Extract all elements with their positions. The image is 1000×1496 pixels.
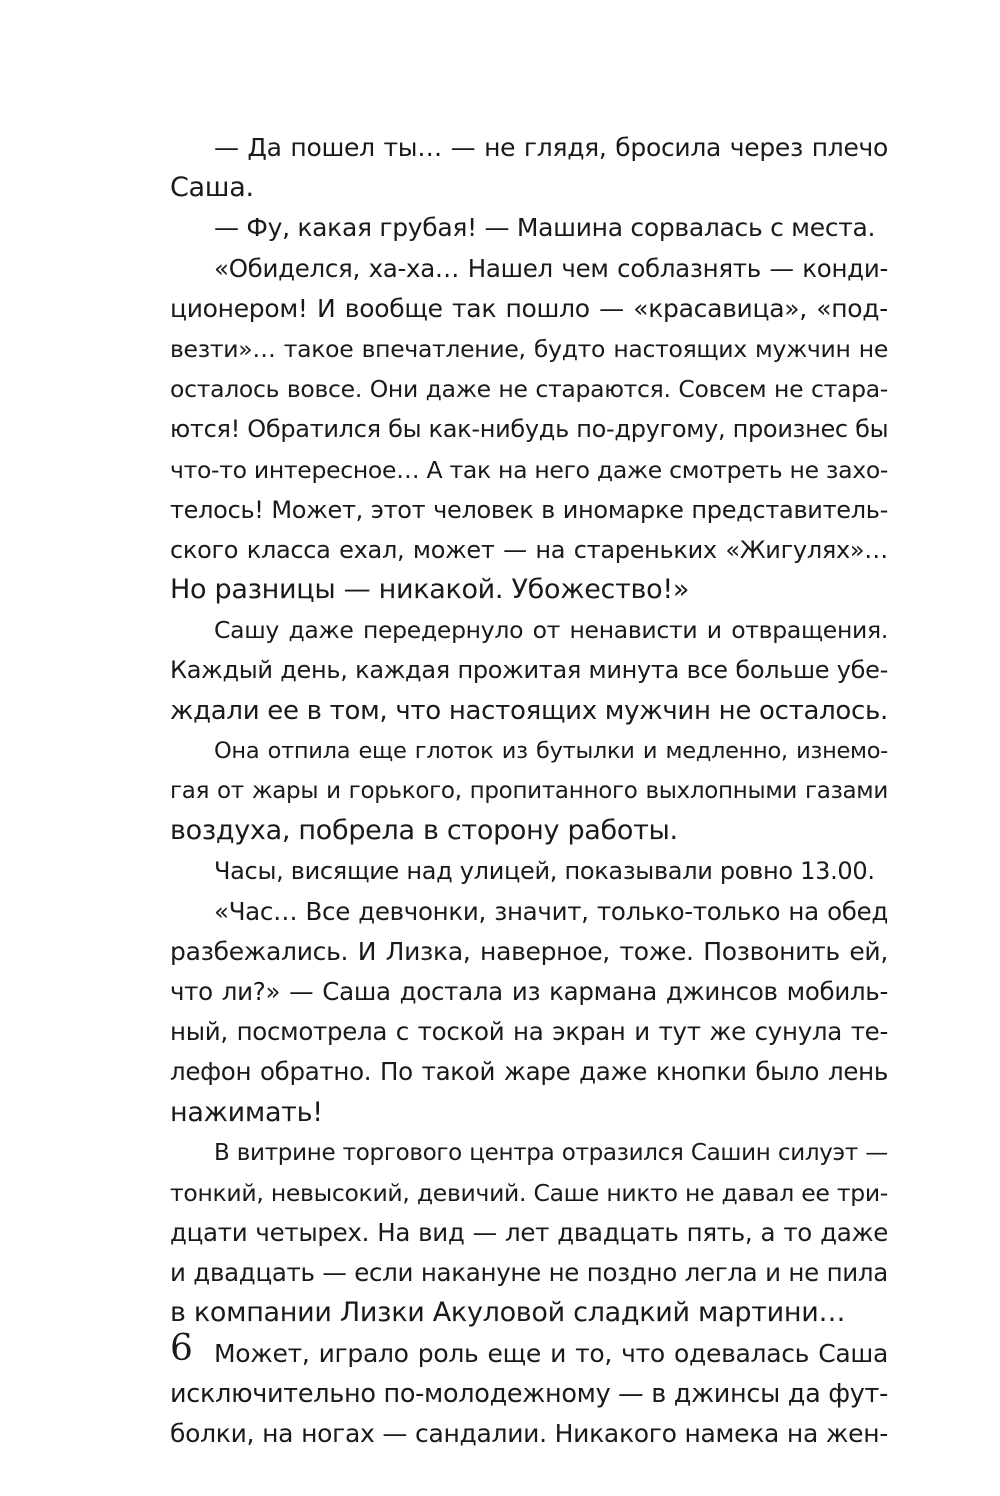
text-line: телось! Может, этот человек в иномарке представитель- [170, 495, 888, 524]
text-line: осталось вовсе. Они даже не стараются. Совсем не стара- [170, 375, 888, 404]
text-line: В витрине торгового центра отразился Сашин силуэт — [214, 1139, 888, 1166]
text-line: разбежались. И Лизка, наверное, тоже. Позвонить ей, [170, 936, 888, 966]
text-line: в компании Лизки Акуловой сладкий мартини… [170, 1297, 846, 1329]
text-line: лефон обратно. По такой жаре даже кнопки было лень [170, 1057, 888, 1087]
text-line: Каждый день, каждая прожитая минута все больше убе- [170, 656, 888, 685]
text-line: ционером! И вообще так пошло — «красавица», «под- [170, 293, 888, 323]
text-line: Может, играло роль еще и то, что одевалась Саша [214, 1338, 888, 1368]
text-line: Часы, висящие над улицей, показывали ровно 13.00. [214, 857, 875, 886]
text-line: «Час… Все девчонки, значит, только-только на обед [214, 896, 888, 926]
text-line: что ли?» — Саша достала из кармана джинсов мобиль- [170, 976, 888, 1006]
text-line: везти»… такое впечатление, будто настоящих мужчин не [170, 334, 888, 363]
text-line: болки, на ногах — сандалии. Никакого намека на жен- [170, 1419, 888, 1448]
text-line: тонкий, невысокий, девичий. Саше никто не давал ее три- [170, 1178, 888, 1207]
text-line: Саша. [170, 172, 254, 204]
text-line: воздуха, побрела в сторону работы. [170, 815, 678, 847]
text-line: что-то интересное… А так на него даже смотреть не захо- [170, 455, 889, 484]
text-line: ются! Обратился бы как-нибудь по-другому, произнес бы [170, 415, 889, 444]
text-line: ный, посмотрела с тоской на экран и тут же сунула те- [170, 1017, 888, 1047]
text-line: «Обиделся, ха-ха… Нашел чем соблазнять — конди- [214, 253, 888, 283]
page-number: 6 [170, 1328, 193, 1369]
text-line: ждали ее в том, что настоящих мужчин не осталось. [170, 695, 888, 726]
text-line: гая от жары и горького, пропитанного выхлопными газами [170, 778, 888, 804]
body-text [170, 128, 888, 1454]
text-line: исключительно по-молодежному — в джинсы да фут- [170, 1378, 888, 1409]
text-line: — Фу, какая грубая! — Машина сорвалась с места. [214, 213, 876, 243]
text-line: и двадцать — если накануне не поздно легла и не пила [170, 1258, 888, 1288]
text-line: — Да пошел ты… — не глядя, бросила через плечо [214, 133, 888, 162]
text-line: ского класса ехал, может — на стареньких «Жигулях»… [170, 535, 888, 564]
text-line: нажимать! [170, 1096, 323, 1128]
text-line: дцати четырех. На вид — лет двадцать пять, а то даже [170, 1218, 888, 1248]
text-line: Но разницы — никакой. Убожество!» [170, 574, 690, 606]
text-line: Сашу даже передернуло от ненависти и отвращения. [214, 616, 888, 645]
text-line: Она отпила еще глоток из бутылки и медленно, изнемо- [214, 737, 888, 764]
